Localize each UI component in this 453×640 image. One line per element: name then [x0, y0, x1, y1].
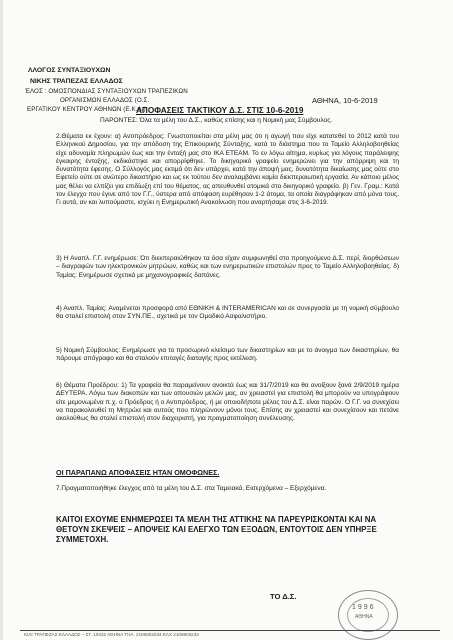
organization-stamp	[338, 590, 398, 640]
scan-edge	[0, 0, 3, 640]
item-6-paragraph	[56, 382, 399, 423]
item-3-paragraph	[56, 255, 399, 280]
item-2-paragraph	[56, 133, 399, 208]
document-date: ΑΘΗΝΑ, 10-6-2019	[312, 96, 378, 105]
header-line-3: ΈΛΟΣ : ΟΜΟΣΠΟΝΔΙΑΣ ΣΥΝΤΑΞΙΟΥΧΩΝ ΤΡΑΠΕΖΙΚΩΝ	[25, 88, 188, 95]
header-line-1: ΛΛΟΓΟΣ ΣΥΝΤΑΞΙΟΥΧΩΝ	[28, 67, 111, 74]
stamp-year: 1996	[352, 604, 376, 611]
header-line-2: ΝΙΚΗΣ ΤΡΑΠΕΖΑΣ ΕΛΛΑΔΟΣ	[30, 78, 123, 85]
document-title: ΑΠΟΦΑΣΕΙΣ ΤΑΚΤΙΚΟΥ Δ.Σ. ΣΤΙΣ 10-6-2019	[136, 106, 304, 115]
item-3-text: 3) Η Αναπλ. Γ.Γ. ενημέρωσε: Ότι διεκπεραιώθηκαν τα όσα είχαν συμφωνηθεί στο προηγούμενο Δ.Σ. περί, διορθώσεων – διαγραφών των ηλεκτρονικών μητρώων, καθώς και των ενημερωτικών επιστολών προς το Ταμείο Αλληλοβοηθείας. δ) Ταμίας: Ενημέρωσε σχετικά με μηχανογραφικές δαπάνες.	[56, 255, 399, 279]
item-5-text: 5) Νομική Σύμβουλος: Ενημέρωσε για το προσωρινό κλείσιμο των δικαστηρίων και με το άνοιγμα των δικαστηρίων, θα πάρουμε απόγραφο και θα σταλούν επιταγές διαταγής προς εκτέλεση.	[56, 347, 399, 363]
header-line-5: ΕΡΓΑΤΙΚΟΥ ΚΕΝΤΡΟΥ ΑΘΗΝΩΝ (Ε.Κ.Α.)	[27, 106, 146, 113]
footer-divider	[20, 630, 440, 631]
header-line-4: ΟΡΓΑΝΙΣΜΩΝ ΕΛΛΑΔΟΣ (Ο.Σ.	[60, 97, 150, 104]
item-4-paragraph	[56, 305, 399, 322]
present-members: ΠΑΡΟΝΤΕΣ: Όλα τα μέλη του Δ.Σ., καθώς επίσης και η Νομική μας Σύμβουλος.	[100, 117, 333, 124]
final-note: ΚΑΙΤΟΙ ΕΧΟΥΜΕ ΕΝΗΜΕΡΩΣΕΙ ΤΑ ΜΕΛΗ ΤΗΣ ΑΤΤΙΚΗΣ ΝΑ ΠΑΡΕΥΡΙΣΚΟΝΤΑΙ ΚΑΙ ΝΑ ΘΕΤΟΥΝ ΣΚΕΨΕΙΣ – ΑΠΟΨΕΙΣ ΚΑΙ ΕΛΕΓΧΟ ΤΩΝ ΕΞΟΔΩΝ, ΕΝΤΟΥΤΟΙΣ ΔΕΝ ΥΠΗΡΞΕ ΣΥΜΜΕΤΟΧΗ.	[56, 515, 377, 544]
item-6-text: 6) Θέματα Προέδρου: 1) Τα γραφεία θα παραμείνουν ανοικτά έως και 31/7/2019 και θα ανοίξουν ξανά 2/9/2019 ημέρα ΔΕΥΤΕΡΑ. Λόγω των διακοπών και των απουσιών μελών μας, αν χρειαστεί για επιστολή θα μπορούν να υπογράφουν είτε μεμονωμένα π.χ. ο Πρόεδρος ή ο Αντιπρόεδρος, ή με οποιοδήποτε μέλος του Δ.Σ. είναι παρών. Ο Γ.Γ. να συνεχίσει να παρακολουθεί τη Μητρώα και αυτούς που πληρώνουν μόνοι τους. Επίσης αν χρειαστεί και συνεχίσουν και πετάνε ακολούθως θα σταλεί επιστολή στον διαχειριστή, για πραγματοποίηση συνέλευσης.	[56, 382, 399, 423]
item-4-text: 4) Αναπλ. Ταμίας: Αναμένεται προσφορά από ΕΘΝΙΚΗ & INTERAMERICAN και σε συνεργασία με τη νομική σύμβουλο θα σταλεί επιστολή στον ΣΥΝ.ΠΕ., σχετικά με τον Ομαδικό Ασφαλιστήριο.	[56, 305, 399, 321]
item-7-text: 7.Πραγματοποιήθηκε έλεγχος από τα μέλη του Δ.Σ. στα Ταμειακά, Εισερχόμενα – Εξερχόμενα.	[56, 485, 327, 492]
item-5-paragraph	[56, 347, 399, 364]
stamp-city: ΑΘΗΝΑ	[355, 614, 373, 620]
item-7-paragraph	[56, 485, 399, 493]
decisions-unanimous-note: ΟΙ ΠΑΡΑΠΑΝΩ ΑΠΟΦΑΣΕΙΣ ΗΤΑΝ ΟΜΟΦΩΝΕΣ.	[56, 468, 220, 477]
item-2-text: 2.Θέματα εκ έχουν: α) Αντιπρόεδρος: Γνωστοποιείται στα μέλη μας ότι η αγωγή που είχε κατατεθεί το 2012 κατά του Ελληνικού Δημοσίου, για την απόδοση της Επικουρικής Σύνταξης, κατά το διάστημα που το Ταμείο Αλληλοβοηθείας είχε αδυναμία πληρωμών έως και την ένταξή μας στο ΙΚΑ ΕΤΕΑΜ. Το εν λόγω αίτημα, κυρίως για λόγους παράλειψης έγκαιρης ένταξης, εκδικάστηκε και απορρίφθηκε. Το δικηγορικό γραφείο ενημερώνει για την απόρριψη και τη δυνατότητα έφεσης. Ο Σύλλογός μας εκτιμά ότι δεν υπάρχει, κατά την άποψή μας, δυνατότητα δικαίωσης μας ούτε στο Εφετείο ούτε σε ανώτερο δικαστήριο και ως εκ τούτου δεν αναλαμβάνει καμία διεκπεραιωτική εργασία. Αν κάποιο μέλος μας θέλει να ελπίζει για επιδίωξη επί του θέματος, ας απευθυνθεί ατομικά στο δικηγορικό γραφείο. β) Γεν. Γραμ.: Κατά τον έλεγχο που έγινε από τον Γ.Γ., ύστερα από απόφαση ευρέθησαν 1-2 άτομα, τα οποία διαγράφηκαν από μόνα τους. Γι αυτά, αν και λυπούμαστε, ισχύει η Ενημερωτική Ανακοίνωση που αναρτήσαμε στις 3-6-2019.	[56, 133, 399, 207]
signature-label: ΤΟ Δ.Σ.	[270, 592, 297, 601]
footer-address: ΚΙΛΙ ΤΡΑΠΕΖΑΣ ΕΛΛΑΔΟΣ – ΣΤ. 10432 ΑΘΗΝΑ ΤΗΛ. 2106803234 ΕΑΧ 2106803234	[24, 632, 199, 637]
